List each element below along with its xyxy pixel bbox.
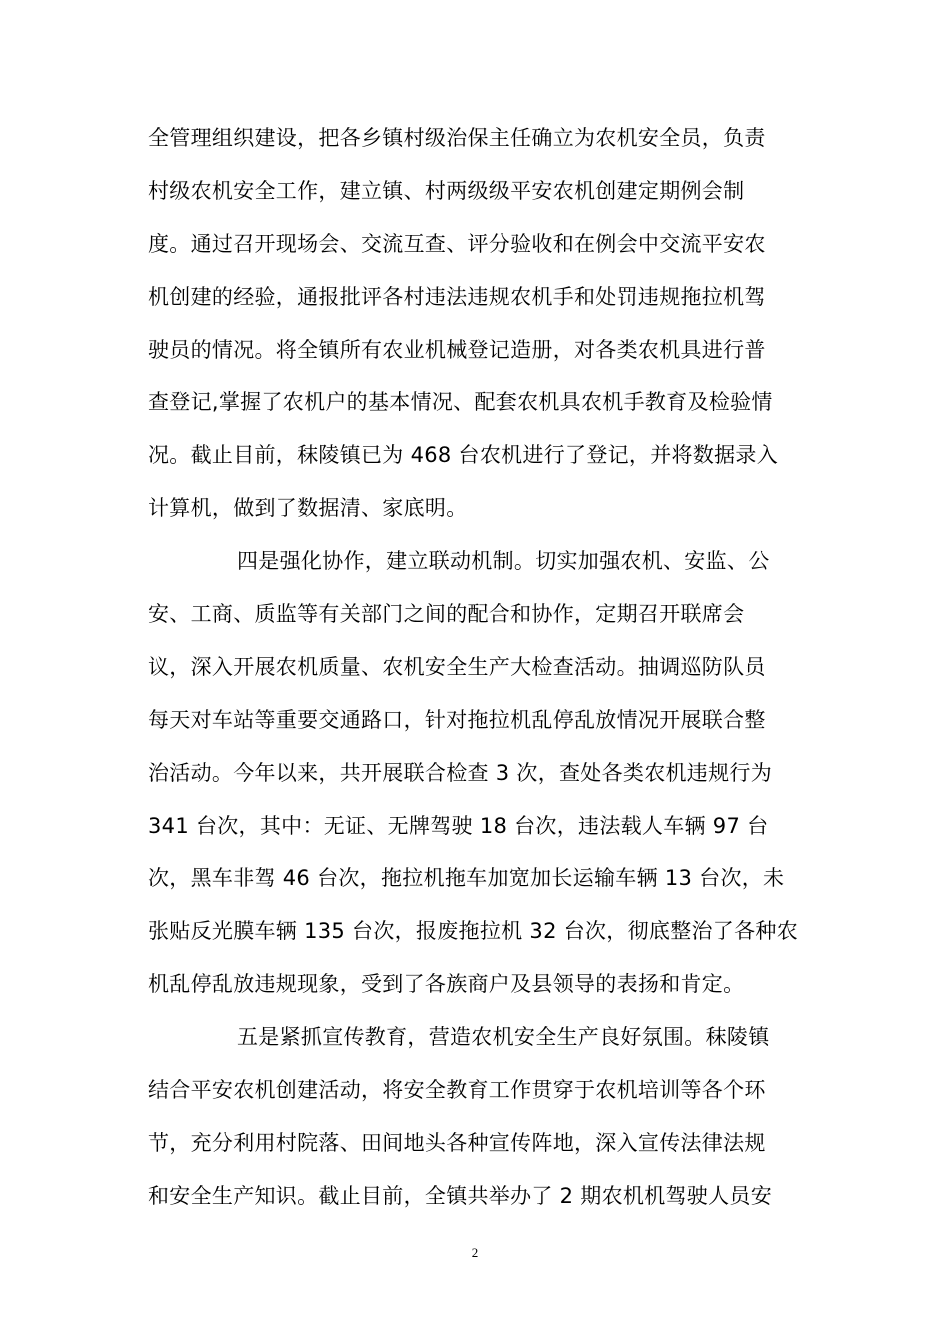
paragraph-five-first-line: 五是紧抓宣传教育，营造农机安全生产良好氛围。秣陵镇 (237, 1025, 770, 1050)
text-line: 计算机，做到了数据清、家底明。 (148, 496, 468, 521)
page-number: 2 (471, 1245, 479, 1260)
text-line: 机创建的经验，通报批评各村违法违规农机手和处罚违规拖拉机驾 (148, 284, 766, 309)
text-line: 结合平安农机创建活动，将安全教育工作贯穿于农机培训等各个环 (148, 1078, 766, 1103)
text-line: 议，深入开展农机质量、农机安全生产大检查活动。抽调巡防队员 (148, 654, 766, 679)
body-text (148, 114, 828, 1225)
text-line: 机乱停乱放违规现象，受到了各族商户及县领导的表扬和肯定。 (148, 972, 745, 997)
text-line: 安、工商、质监等有关部门之间的配合和协作，定期召开联席会 (148, 602, 745, 627)
paragraph-four-first-line: 四是强化协作，建立联动机制。切实加强农机、安监、公 (237, 549, 770, 574)
text-line: 次，黑车非驾 46 台次，拖拉机拖车加宽加长运输车辆 13 台次，未 (148, 866, 785, 891)
text-line: 村级农机安全工作，建立镇、村两级级平安农机创建定期例会制 (148, 178, 745, 203)
text-line: 和安全生产知识。截止目前，全镇共举办了 2 期农机机驾驶人员安 (148, 1183, 773, 1208)
text-line: 张贴反光膜车辆 135 台次，报废拖拉机 32 台次，彻底整治了各种农 (148, 919, 799, 944)
text-line: 全管理组织建设，把各乡镇村级治保主任确立为农机安全员，负责 (148, 126, 766, 150)
text-line: 驶员的情况。将全镇所有农业机械登记造册，对各类农机具进行普 (148, 337, 766, 362)
text-line: 341 台次，其中：无证、无牌驾驶 18 台次，违法载人车辆 97 台 (148, 813, 769, 838)
text-line: 况。截止目前，秣陵镇已为 468 台农机进行了登记，并将数据录入 (148, 443, 779, 468)
text-line: 每天对车站等重要交通路口，针对拖拉机乱停乱放情况开展联合整 (148, 707, 766, 732)
text-line: 节，充分利用村院落、田间地头各种宣传阵地，深入宣传法律法规 (148, 1130, 766, 1155)
text-line: 治活动。今年以来，共开展联合检查 3 次，查处各类农机违规行为 (148, 760, 773, 785)
text-line: 查登记,掌握了农机户的基本情况、配套农机具农机手教育及检验情 (148, 390, 773, 415)
text-line: 度。通过召开现场会、交流互查、评分验收和在例会中交流平安农 (148, 231, 766, 256)
